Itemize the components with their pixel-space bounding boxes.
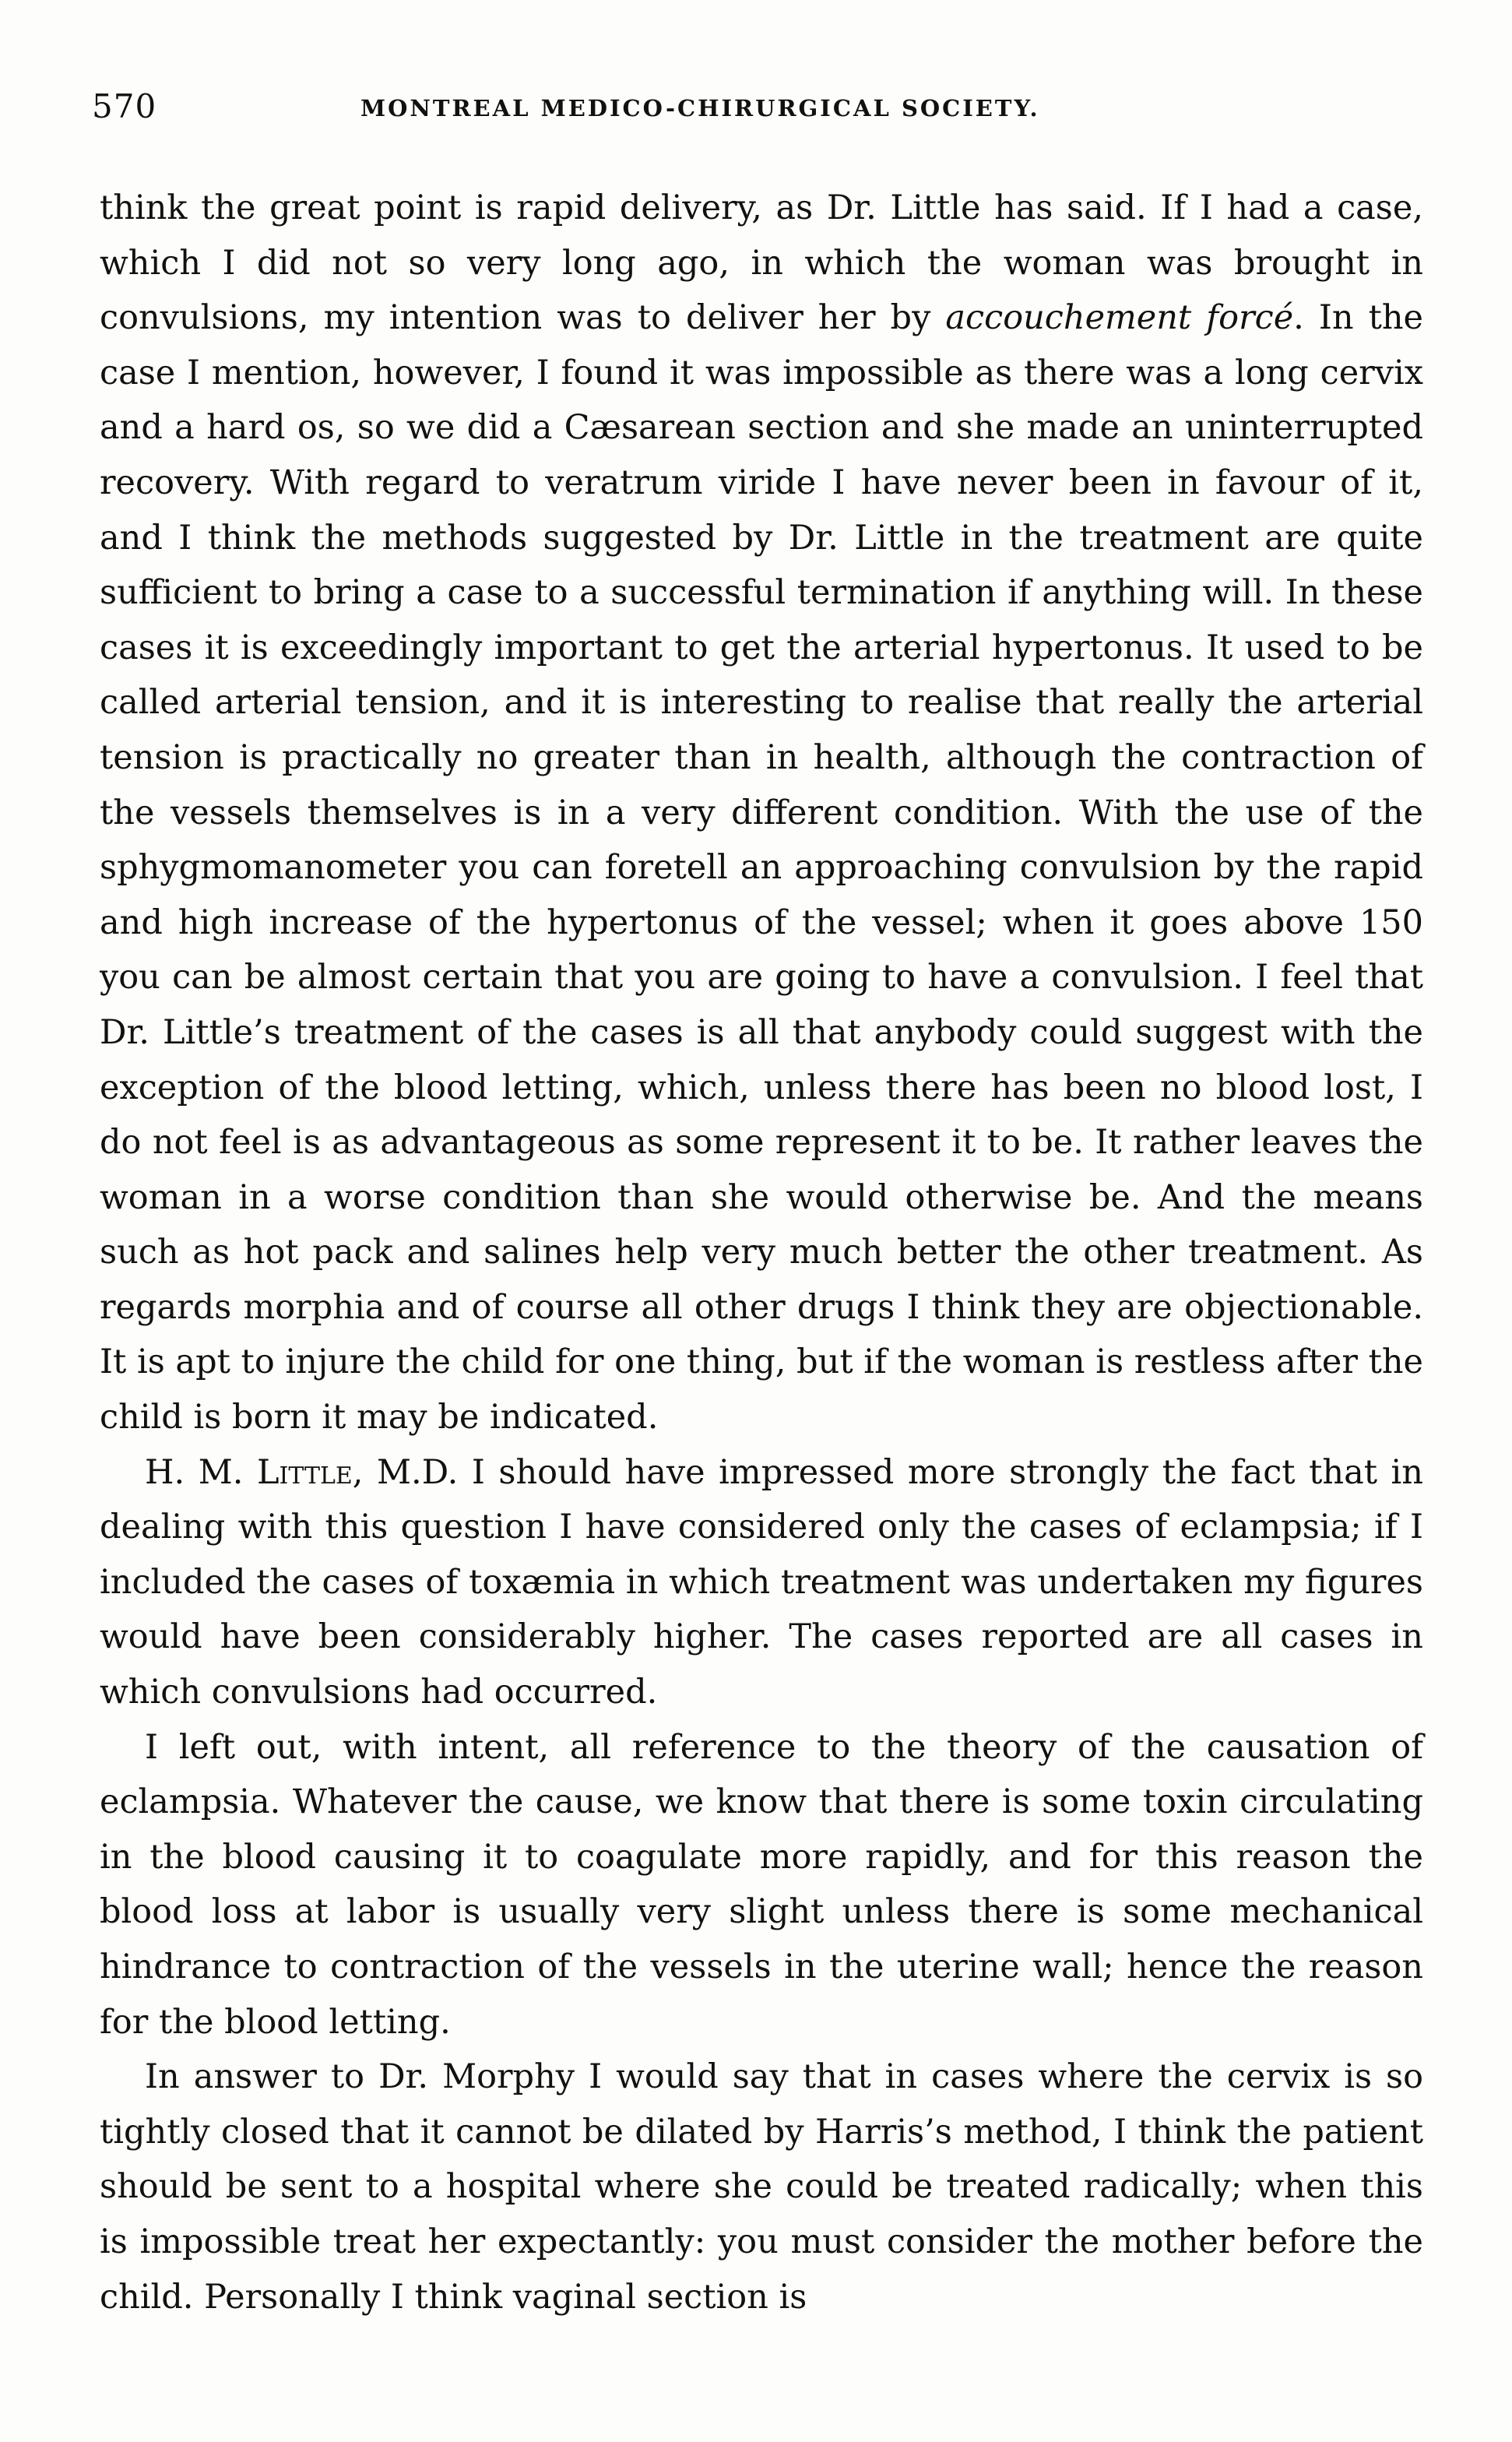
- speaker-initials: H. M.: [145, 1452, 257, 1492]
- running-head: [92, 87, 1431, 142]
- paragraph-3: I left out, with intent, all reference to the theory of the causation of eclampsia. Whatever the cause, we know that there is some toxin circulating in the blood causing it to coagulate more rapidly, and for this reason the blood loss at labor is usually very slight unless there is some mechanical hindrance to contraction of the vessels in the uterine wall; hence the reason for the blood letting.: [100, 1727, 1423, 2042]
- paragraph-2-text: I should have impressed more strongly the fact that in dealing with this question I have considered only the cases of eclampsia; if I included the cases of toxæmia in which treatment was undertaken my figures would have been considerably higher. The cases reported are all cases in which convulsions had occurred.: [100, 1452, 1424, 1712]
- body-text: [100, 181, 1423, 2324]
- page-number: 570: [92, 87, 157, 125]
- paragraph-4: In answer to Dr. Morphy I would say that in cases where the cervix is so tightly closed that it cannot be dilated by Harris’s method, I think the patient should be sent to a hospital where she could be treated radically; when this is impossible treat her expectantly: you must consider the mother before the child. Personally I think vaginal section is: [100, 2057, 1423, 2317]
- italic-term: accouchement forcé: [945, 298, 1294, 338]
- paragraph-1-text-start: think the great point is rapid delivery, as Dr. Little has said. If I had a case, which I did not so very long ago, in which the woman was brought in convulsions, my intention was to deliver her by: [100, 188, 1423, 338]
- speaker-surname: Little: [256, 1452, 353, 1492]
- journal-title: MONTREAL MEDICO-CHIRURGICAL SOCIETY.: [360, 95, 1040, 121]
- paragraph-1-text-end: . In the case I mention, however, I found it was impossible as there was a long cervix and a hard os, so we did a Cæsarean section and she made an uninterrupted recovery. With regard to veratrum viride I have never been in favour of it, and I think the methods suggested by Dr. Little in the treatment are quite sufficient to bring a case to a successful termination if anything will. In these cases it is exceedingly important to get the arterial hypertonus. It used to be called arterial tension, and it is interesting to realise that really the arterial tension is practically no greater than in health, although the contraction of the vessels themselves is in a very different condition. With the use of the sphygmomanometer you can foretell an approaching convulsion by the rapid and high increase of the hypertonus of the vessel; when it goes above 150 you can be almost certain that you are going to have a convulsion. I feel that Dr. Little’s treatment of the cases is all that anybody could suggest with the exception of the blood letting, which, unless there has been no blood lost, I do not feel is as advantageous as some represent it to be. It rather leaves the woman in a worse condition than she would otherwise be. And the means such as hot pack and salines help very much better the other treatment. As regards morphia and of course all other drugs I think they are objectionable. It is apt to injure the child for one thing, but if the woman is restless after the child is born it may be indicated.: [100, 298, 1423, 1437]
- paragraph-1: [100, 181, 1423, 1445]
- paragraph-2: [100, 1445, 1423, 1720]
- speaker-degree: , M.D.: [352, 1452, 459, 1492]
